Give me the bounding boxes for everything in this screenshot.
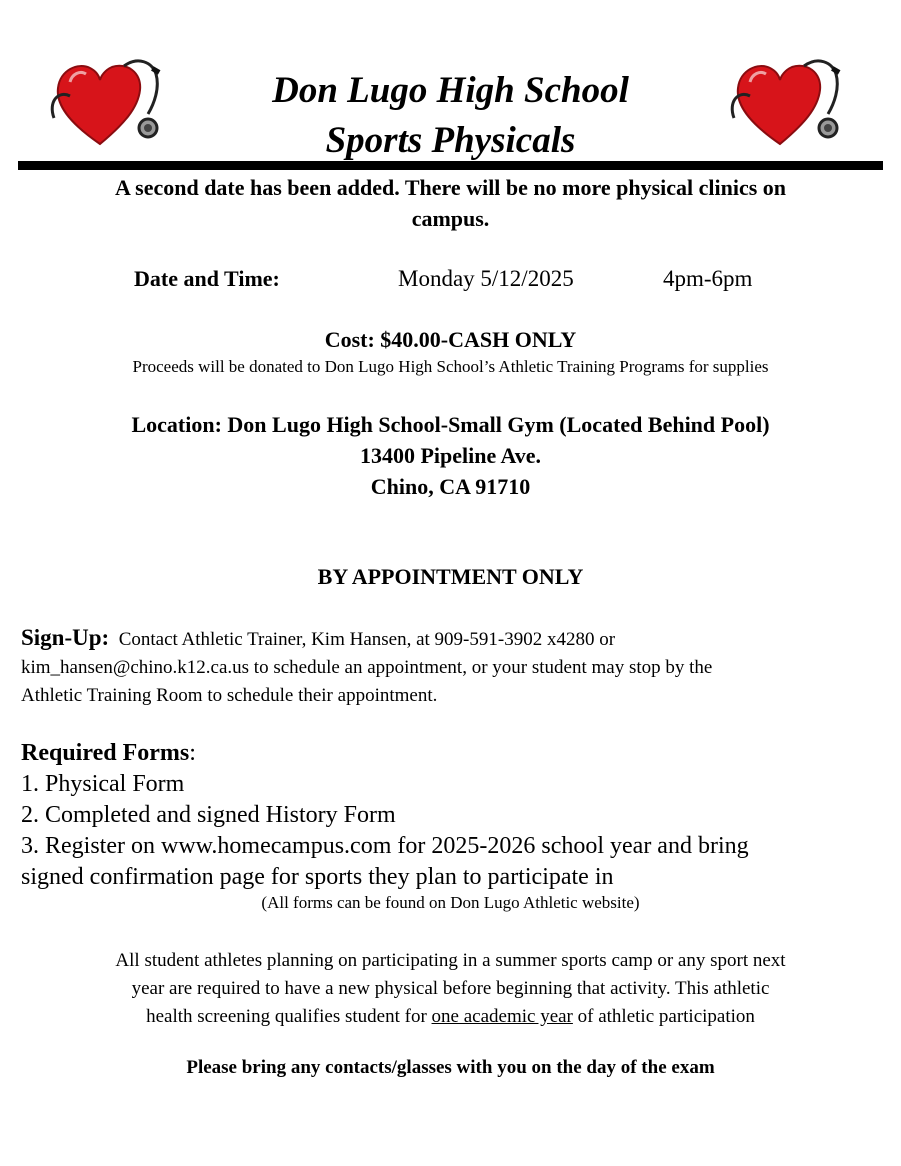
forms-note: (All forms can be found on Don Lugo Athletic website) [261,893,640,912]
form-item-history: 2. Completed and signed History Form [21,802,396,828]
signup-line1: Contact Athletic Trainer, Kim Hansen, at 909-591-3902 x4280 or [118,629,616,650]
page-title-line1: Don Lugo High School [272,70,629,111]
page-title-line2: Sports Physicals [325,120,576,161]
reminder-text: Please bring any contacts/glasses with you on the day of the exam [186,1057,715,1078]
location-line1: Location: Don Lugo High School-Small Gym (Located Behind Pool) [131,412,770,437]
notice-line2: campus. [411,206,490,231]
requirement-line3b: of athletic participation [572,1006,755,1027]
location-line2: 13400 Pipeline Ave. [359,443,542,468]
proceeds-text: Proceeds will be donated to Don Lugo High School’s Athletic Training Programs for supplies [132,357,769,376]
cost-text: Cost: $40.00-CASH ONLY [324,327,577,352]
location-line3: Chino, CA 91710 [370,474,531,499]
requirement-underlined: one academic year [431,1006,573,1027]
requirement-line3a: health screening qualifies student for [146,1006,432,1027]
required-forms-section [21,738,881,893]
form-item-register-cont: signed confirmation page for sports they plan to participate in [21,864,614,890]
signup-label: Sign-Up: [21,625,110,650]
form-item-physical: 1. Physical Form [21,771,185,797]
requirement-paragraph [0,947,901,1031]
header-rule [18,161,883,170]
forms-colon: : [189,740,196,766]
date-time-label: Date and Time: [134,266,280,291]
time-value: 4pm-6pm [663,266,753,291]
signup-line2: kim_hansen@chino.k12.ca.us to schedule an appointment, or your student may stop by the [21,657,713,678]
notice-line1: A second date has been added. There will be no more physical clinics on [114,175,787,200]
appointment-notice: BY APPOINTMENT ONLY [317,564,584,589]
forms-label: Required Forms [21,740,190,766]
requirement-line2: year are required to have a new physical before beginning that activity. This athletic [131,978,770,999]
signup-line3: Athletic Training Room to schedule their appointment. [21,685,438,706]
form-item-register: 3. Register on www.homecampus.com for 2025-2026 school year and bring [21,833,749,859]
date-value: Monday 5/12/2025 [398,266,574,291]
signup-section [21,624,886,710]
requirement-line1: All student athletes planning on participating in a summer sports camp or any sport next [115,950,786,971]
